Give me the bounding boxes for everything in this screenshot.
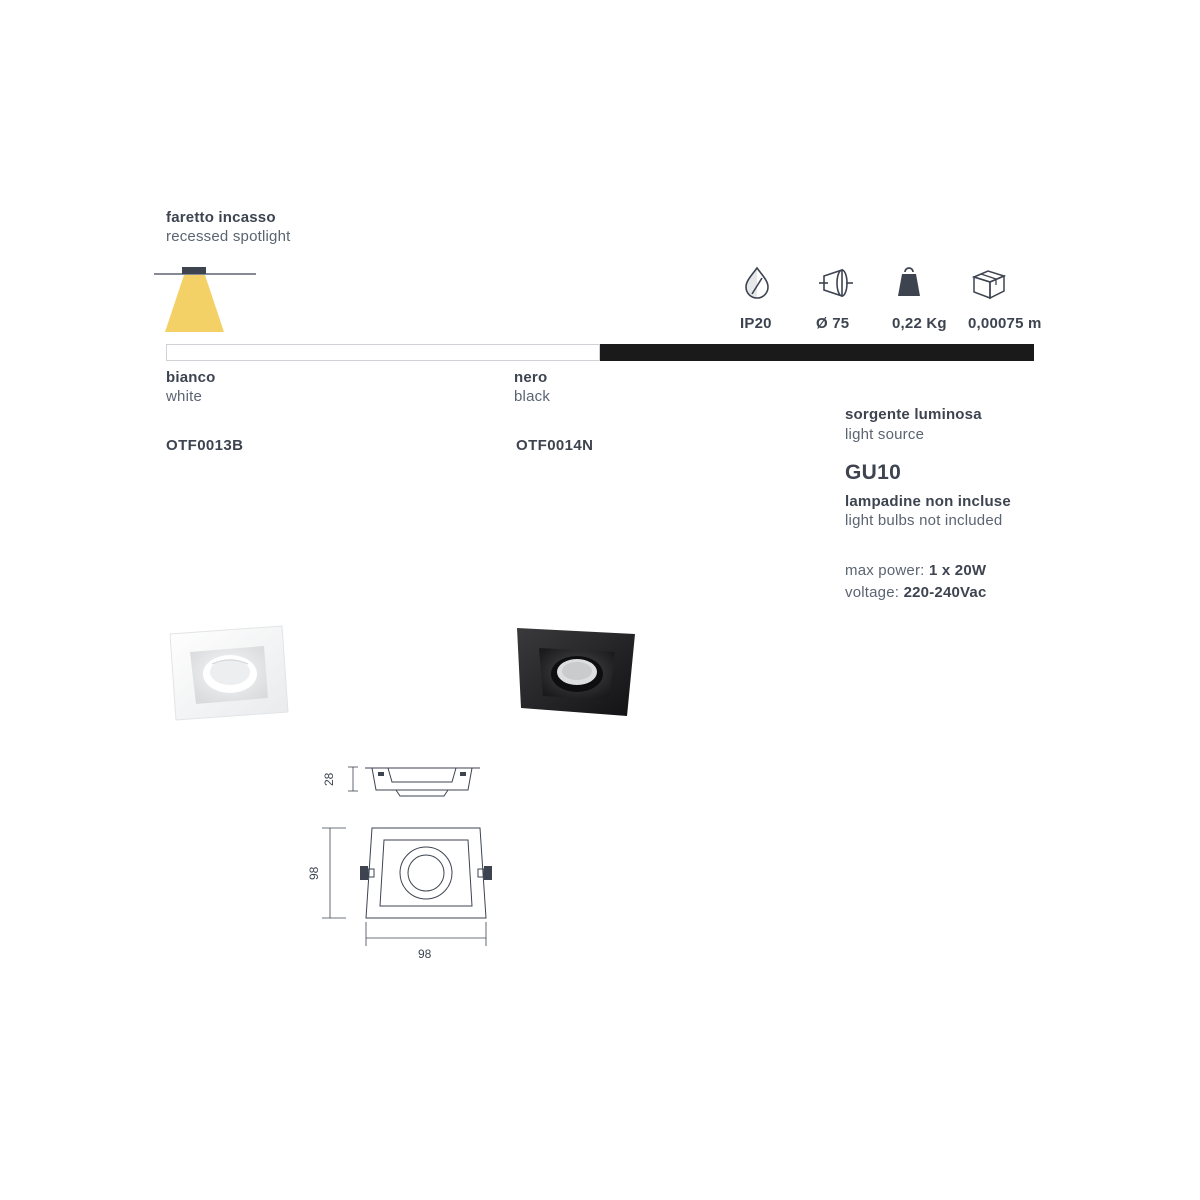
side-view [365, 768, 480, 796]
finish-name-en-white: white [166, 388, 203, 405]
ip-rating-icon [740, 262, 816, 302]
voltage-value: 220-240Vac [903, 584, 987, 601]
spec-cutout-diameter-value: Ø 75 [816, 315, 850, 332]
spec-weight [892, 262, 968, 332]
product-code-black: OTF0014N [516, 437, 594, 454]
spec-cutout-diameter [816, 262, 892, 332]
finish-colour-bar [166, 344, 1034, 361]
beam-diagram [152, 262, 262, 338]
max-power-row [845, 560, 1175, 582]
spec-ip-rating [740, 262, 816, 332]
finish-label-black [514, 368, 550, 406]
light-source-label-it: sorgente luminosa [845, 406, 982, 423]
bulbs-note-en: light bulbs not included [845, 512, 1003, 529]
height-dimension [348, 767, 358, 791]
voltage-label: voltage: [845, 584, 900, 601]
product-code-white: OTF0013B [166, 437, 244, 454]
finish-swatch-black [600, 344, 1034, 361]
spec-weight-value: 0,22 Kg [892, 315, 947, 332]
light-source-socket: GU10 [845, 461, 902, 484]
max-power-label: max power: [845, 562, 925, 579]
product-photo-black [505, 612, 655, 737]
finish-swatch-white [166, 344, 600, 361]
depth-dimension [322, 828, 346, 918]
weight-icon [892, 262, 968, 302]
product-title-it: faretto incasso [166, 209, 276, 226]
package-volume-icon [968, 262, 1072, 302]
finish-name-en-black: black [514, 388, 551, 405]
electrical-specs [845, 560, 1175, 604]
finish-label-white [166, 368, 216, 406]
technical-drawings [300, 750, 560, 985]
voltage-row [845, 582, 1175, 604]
page-title [166, 208, 291, 246]
finish-name-it-black: nero [514, 369, 548, 386]
spec-ip-rating-value: IP20 [740, 315, 772, 332]
height-dimension-label: 28 [322, 772, 336, 786]
product-photo-white [160, 612, 310, 737]
spec-icons-row [740, 262, 1072, 332]
cutout-diameter-icon [816, 262, 892, 302]
spec-package-volume [968, 262, 1072, 332]
bulbs-note-it: lampadine non incluse [845, 493, 1011, 510]
plan-view [360, 828, 492, 918]
width-dimension-label: 98 [418, 947, 432, 961]
max-power-value: 1 x 20W [928, 562, 987, 579]
finish-name-it-white: bianco [166, 369, 216, 386]
width-dimension [366, 922, 486, 946]
light-source-label-en: light source [845, 426, 925, 443]
spec-package-volume-value: 0,00075 m [968, 315, 1042, 332]
product-title-en: recessed spotlight [166, 228, 291, 245]
depth-dimension-label: 98 [307, 866, 321, 880]
light-source-block [845, 405, 1175, 604]
